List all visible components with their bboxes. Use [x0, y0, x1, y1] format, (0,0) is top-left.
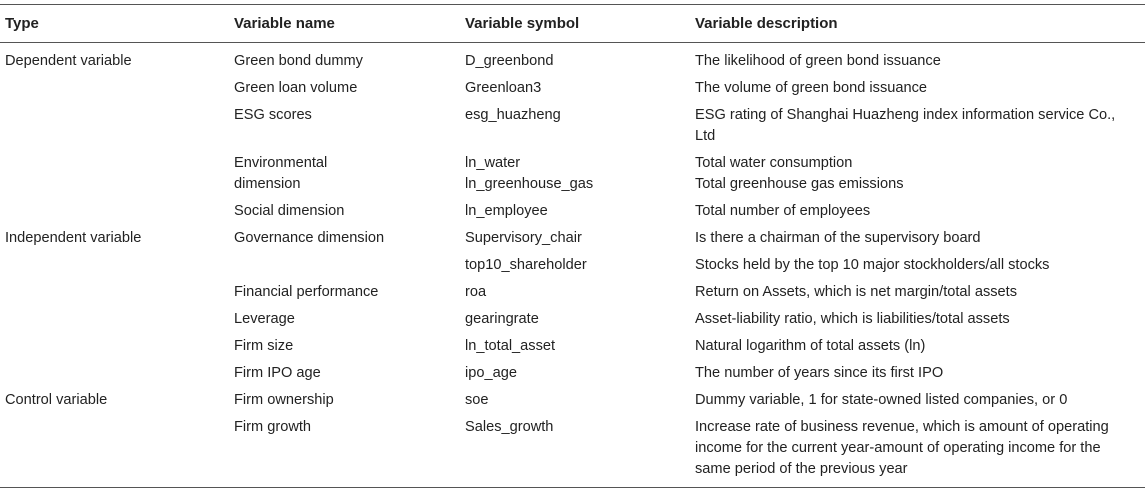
cell-description-line: Total greenhouse gas emissions [695, 176, 904, 192]
cell-name: Financial performance [234, 284, 379, 300]
cell-description [695, 151, 1145, 199]
cell-symbol: ln_employee [465, 203, 548, 219]
cell-name [234, 253, 465, 280]
cell-symbol: D_greenbond [465, 53, 554, 69]
cell-description-line: Total water consumption [695, 155, 853, 171]
cell-symbol: soe [465, 392, 489, 408]
cell-type [0, 151, 234, 199]
table-row [0, 361, 1145, 388]
cell-name: Social dimension [234, 203, 345, 219]
table-row [0, 388, 1145, 415]
cell-type [0, 280, 234, 307]
cell-description: Dummy variable, 1 for state-owned listed companies, or 0 [695, 392, 1068, 408]
cell-type [0, 76, 234, 103]
table-row [0, 103, 1145, 151]
cell-symbol: esg_huazheng [465, 107, 561, 123]
table-row [0, 253, 1145, 280]
cell-type: Control variable [5, 392, 108, 408]
cell-symbol: ln_total_asset [465, 338, 556, 354]
cell-type: Dependent variable [5, 53, 132, 69]
cell-symbol-line: ln_greenhouse_gas [465, 176, 594, 192]
cell-name: Leverage [234, 311, 295, 327]
cell-description: Asset-liability ratio, which is liabilities/total assets [695, 311, 1010, 327]
cell-description: Return on Assets, which is net margin/total assets [695, 284, 1018, 300]
table-row [0, 151, 1145, 199]
cell-symbol: roa [465, 284, 487, 300]
table-row [0, 280, 1145, 307]
cell-type [0, 415, 234, 488]
table-row [0, 76, 1145, 103]
cell-symbol: Greenloan3 [465, 80, 542, 96]
cell-name: Governance dimension [234, 230, 385, 246]
cell-symbol: Supervisory_chair [465, 230, 582, 246]
cell-description: Increase rate of business revenue, which is amount of operating income for the current year-amount of operating income for the same period of the previous year [695, 415, 1145, 488]
cell-name-text: Environmental dimension [234, 155, 328, 192]
cell-type [0, 334, 234, 361]
header-variable-symbol: Variable symbol [465, 5, 695, 43]
cell-type [0, 199, 234, 226]
cell-description: Is there a chairman of the supervisory board [695, 230, 981, 246]
header-variable-description: Variable description [695, 5, 1145, 43]
header-variable-name: Variable name [234, 5, 465, 43]
cell-type: Independent variable [5, 230, 142, 246]
table-row [0, 307, 1145, 334]
cell-name: Firm growth [234, 415, 465, 488]
header-type: Type [0, 5, 234, 43]
table-body [0, 43, 1145, 488]
cell-symbol: Sales_growth [465, 415, 695, 488]
variables-table [0, 4, 1145, 488]
cell-type [0, 361, 234, 388]
variables-table-container [0, 4, 1145, 488]
cell-description: The volume of green bond issuance [695, 80, 928, 96]
cell-name [234, 151, 465, 199]
table-row [0, 415, 1145, 488]
cell-description: Natural logarithm of total assets (ln) [695, 338, 926, 354]
cell-symbol-line: ln_water [465, 155, 521, 171]
cell-symbol: ipo_age [465, 365, 517, 381]
header-row [0, 5, 1145, 43]
cell-description: The likelihood of green bond issuance [695, 53, 941, 69]
table-header [0, 5, 1145, 43]
cell-type [0, 307, 234, 334]
cell-name: Green loan volume [234, 80, 358, 96]
cell-name: Firm size [234, 338, 294, 354]
cell-symbol [465, 151, 695, 199]
cell-symbol: top10_shareholder [465, 257, 587, 273]
cell-description: The number of years since its first IPO [695, 365, 944, 381]
cell-type [0, 253, 234, 280]
cell-description: Stocks held by the top 10 major stockholders/all stocks [695, 257, 1050, 273]
table-row [0, 226, 1145, 253]
table-row [0, 334, 1145, 361]
table-row [0, 43, 1145, 77]
cell-name: Firm IPO age [234, 365, 321, 381]
cell-description: ESG rating of Shanghai Huazheng index information service Co., Ltd [695, 107, 1116, 144]
cell-type [0, 103, 234, 151]
cell-name: Firm ownership [234, 392, 334, 408]
cell-symbol: gearingrate [465, 311, 539, 327]
cell-name: Green bond dummy [234, 53, 363, 69]
cell-description: Total number of employees [695, 203, 871, 219]
table-row [0, 199, 1145, 226]
cell-name: ESG scores [234, 107, 312, 123]
